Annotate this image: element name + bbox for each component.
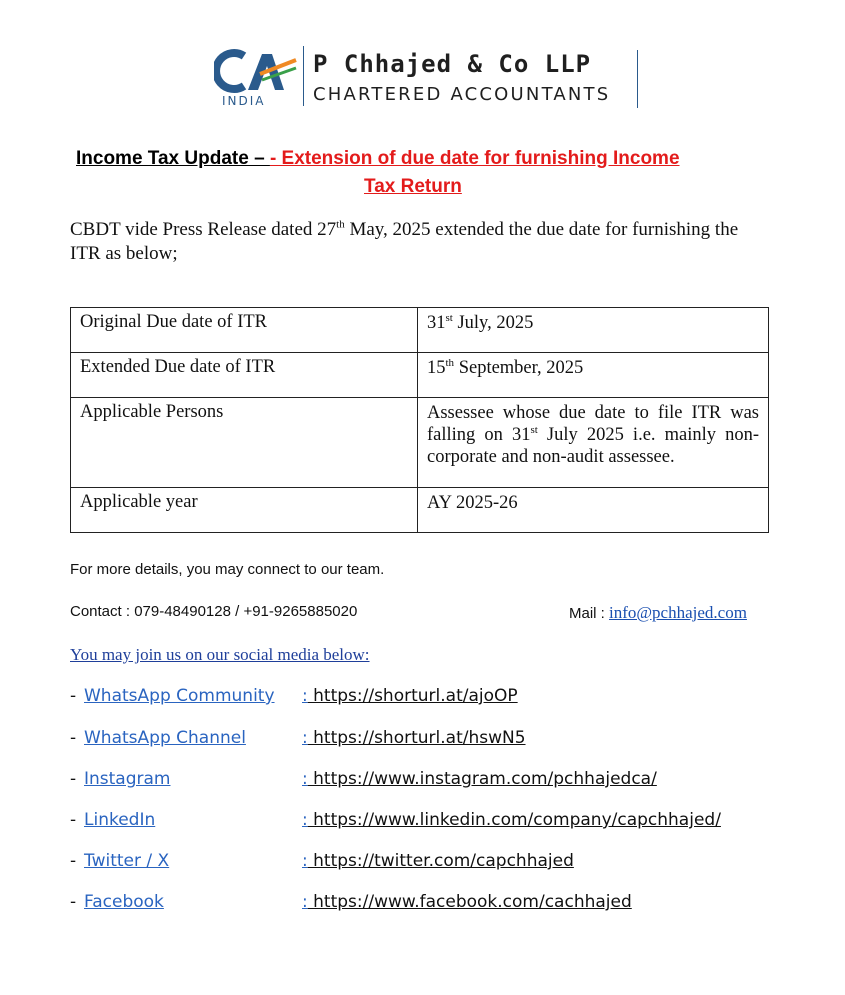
- header-divider-right: [637, 50, 638, 108]
- table-row: [71, 488, 769, 533]
- value-text: 31: [427, 313, 446, 333]
- intro-text-b: May, 2025 extended the due date for furnishing the ITR as below;: [70, 219, 739, 264]
- value-text: AY 2025-26: [427, 493, 518, 513]
- social-name-link[interactable]: Instagram: [84, 769, 171, 789]
- ca-india-logo: [214, 46, 298, 108]
- value-sup: th: [445, 356, 455, 369]
- row-label: Original Due date of ITR: [71, 308, 418, 353]
- row-value: [418, 353, 769, 398]
- firm-name: P Chhajed & Co LLP: [313, 50, 592, 78]
- value-text: July 2025 i.e. mainly non-corporate and non-audit assessee.: [427, 425, 760, 467]
- bullet-dash: -: [70, 851, 77, 871]
- intro-text-a: CBDT vide Press Release dated 27: [70, 219, 337, 240]
- page-title: [76, 148, 776, 170]
- social-url-link[interactable]: https://twitter.com/capchhajed: [307, 851, 574, 871]
- intro-sup: th: [336, 218, 345, 231]
- social-url: [302, 810, 721, 830]
- mail-line: [569, 603, 747, 623]
- url-colon: :: [302, 810, 308, 830]
- social-name-link[interactable]: LinkedIn: [84, 810, 156, 830]
- social-name-link[interactable]: WhatsApp Channel: [84, 728, 246, 748]
- more-details-text: For more details, you may connect to our team.: [70, 561, 385, 578]
- due-date-table: [70, 307, 769, 533]
- row-label: Extended Due date of ITR: [71, 353, 418, 398]
- value-text: Assessee whose due date to file ITR was falling on 31: [427, 403, 759, 445]
- value-text: 15: [427, 358, 446, 378]
- title-prefix: Income Tax Update –: [76, 148, 270, 169]
- intro-paragraph: [70, 218, 770, 266]
- url-colon: :: [302, 769, 308, 789]
- social-url: [302, 851, 574, 871]
- row-label: Applicable Persons: [71, 398, 418, 488]
- table-row: [71, 353, 769, 398]
- value-sup: st: [530, 423, 538, 436]
- social-url-link[interactable]: https://www.facebook.com/cachhajed: [307, 892, 632, 912]
- mail-label: Mail :: [569, 605, 610, 622]
- title-highlight: - Extension of due date for furnishing Income: [269, 148, 680, 169]
- header-divider-left: [303, 46, 304, 106]
- social-name-link[interactable]: Twitter / X: [84, 851, 170, 871]
- bullet-dash: -: [70, 728, 77, 748]
- row-value: [418, 308, 769, 353]
- social-name-link[interactable]: WhatsApp Community: [84, 686, 275, 706]
- row-value: [418, 398, 769, 488]
- url-colon: :: [302, 892, 308, 912]
- url-colon: :: [302, 851, 308, 871]
- bullet-dash: -: [70, 810, 77, 830]
- social-heading: You may join us on our social media below:: [70, 645, 370, 664]
- bullet-dash: -: [70, 686, 77, 706]
- firm-subtitle: CHARTERED ACCOUNTANTS: [313, 84, 611, 105]
- social-url: [302, 728, 526, 748]
- url-colon: :: [302, 686, 308, 706]
- bullet-dash: -: [70, 892, 77, 912]
- row-value: [418, 488, 769, 533]
- row-label: Applicable year: [71, 488, 418, 533]
- social-url: [302, 686, 518, 706]
- contact-phone: Contact : 079-48490128 / +91-9265885020: [70, 603, 358, 620]
- social-url-link[interactable]: https://www.instagram.com/pchhajedca/: [307, 769, 657, 789]
- social-url-link[interactable]: https://www.linkedin.com/company/capchhajed/: [307, 810, 721, 830]
- social-url: [302, 892, 632, 912]
- value-sup: st: [445, 311, 453, 324]
- url-colon: :: [302, 728, 308, 748]
- social-url-link[interactable]: https://shorturl.at/ajoOP: [307, 686, 518, 706]
- bullet-dash: -: [70, 769, 77, 789]
- table-row: [71, 308, 769, 353]
- social-url-link[interactable]: https://shorturl.at/hswN5: [307, 728, 526, 748]
- logo-c-shape: [216, 53, 244, 89]
- mail-link[interactable]: info@pchhajed.com: [609, 603, 747, 622]
- social-name-link[interactable]: Facebook: [84, 892, 164, 912]
- value-text: July, 2025: [452, 313, 534, 333]
- logo-india-text: INDIA: [222, 94, 266, 108]
- title-highlight-line2: Tax Return: [364, 176, 462, 197]
- value-text: September, 2025: [454, 358, 584, 378]
- table-row: [71, 398, 769, 488]
- social-url: [302, 769, 657, 789]
